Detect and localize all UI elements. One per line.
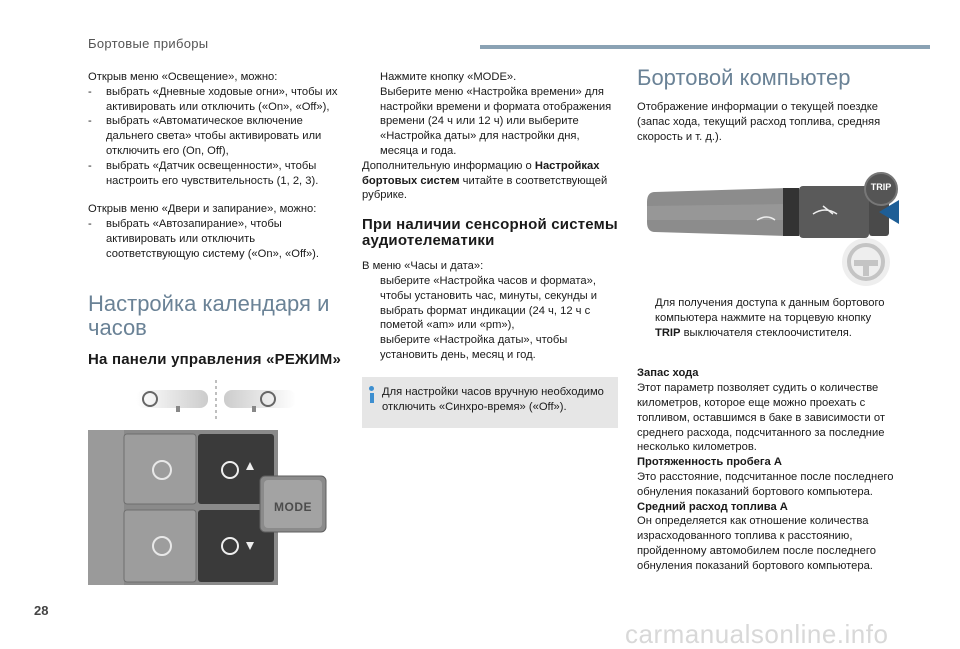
doors-intro: Открыв меню «Двери и запирание», можно: bbox=[88, 203, 317, 216]
trip-step: Для получения доступа к данным бортового компьютера нажмите на торцевую кнопку TRIP выключателя стеклоочистителя. bbox=[655, 297, 885, 339]
steering-wheel-icon bbox=[840, 236, 892, 288]
trip-computer-title: Бортовой компьютер bbox=[637, 65, 851, 90]
section-title-calendar: Настройка календаря и часов bbox=[88, 290, 330, 340]
column-2 bbox=[362, 70, 618, 428]
column-3 bbox=[637, 66, 899, 144]
header-bar bbox=[480, 45, 930, 49]
header-title: Бортовые приборы bbox=[88, 36, 209, 51]
trip-computer-intro: Отображение информации о текущей поездке (запас хода, текущий расход топлива, средняя скорость и т. д.). bbox=[637, 101, 881, 143]
lighting-item-1: - выбрать «Дневные ходовые огни», чтобы их активировать или отключить («On», «Off»), bbox=[88, 85, 338, 113]
info-note-box bbox=[362, 377, 618, 429]
column-1 bbox=[88, 70, 350, 368]
step-select-menu: Выберите меню «Настройка времени» для настройки времени и формата отображения времени (24 ч или 12 ч) или выберите «Настройка даты» для настройки дня, месяца и года. bbox=[380, 85, 612, 157]
steering-wheel-pictograms bbox=[136, 380, 296, 420]
consumption-text: Он определяется как отношение количества израсходованного топлива к расстоянию, пройденному автомобилем после последнего обнуления показаний бортового компьютера. bbox=[637, 515, 876, 572]
lighting-item-3: - выбрать «Датчик освещенности», чтобы настроить его чувствительность (1, 2, 3). bbox=[88, 159, 319, 187]
lighting-item-2: - выбрать «Автоматическое включение дальнего света» чтобы активировать или отключить его (On, Off), bbox=[88, 115, 322, 157]
telematics-title: При наличии сенсорной системы аудиотелематики bbox=[362, 216, 618, 250]
more-info-text: Дополнительную информацию о Настройках бортовых систем читайте в соответствующей рубрике. bbox=[362, 159, 608, 202]
mileage-title: Протяженность пробега A bbox=[637, 456, 782, 469]
column-3-lower bbox=[637, 296, 899, 574]
range-title: Запас хода bbox=[637, 367, 699, 380]
doors-item-1: - выбрать «Автозапирание», чтобы активировать или отключить соответствующую систему («On», «Off»). bbox=[88, 218, 320, 260]
consumption-title: Средний расход топлива A bbox=[637, 500, 788, 513]
telematics-step-1: выберите «Настройка часов и формата», чтобы установить час, минуты, секунды и выбрать формат индикации (24 ч, 12 ч с пометой «am» или «pm»), bbox=[380, 274, 598, 332]
subsection-title-mode: На панели управления «РЕЖИМ» bbox=[88, 350, 341, 368]
mode-button: MODE bbox=[274, 500, 312, 514]
mileage-text: Это расстояние, подсчитанное после последнего обнуления показаний бортового компьютера. bbox=[637, 470, 894, 498]
range-text: Этот параметр позволяет судить о количестве километров, которое еще можно проехать с топливом, оставшимся в баке в зависимости от среднего расхода, подсчитанного за последние несколько километров. bbox=[637, 382, 885, 454]
telematics-intro: В меню «Часы и дата»: bbox=[362, 260, 484, 273]
lighting-intro: Открыв меню «Освещение», можно: bbox=[88, 71, 278, 83]
page-number: 28 bbox=[34, 603, 49, 618]
watermark: carmanualsonline.info bbox=[625, 619, 889, 649]
info-note-text: Для настройки часов вручную необходимо отключить «Синхро-время» («Off»). bbox=[382, 385, 604, 413]
control-panel-illustration bbox=[88, 430, 328, 585]
telematics-step-2: выберите «Настройка даты», чтобы установить день, месяц и год. bbox=[380, 334, 568, 361]
step-press-mode: Нажмите кнопку «MODE». bbox=[380, 71, 517, 83]
info-icon bbox=[369, 386, 374, 403]
trip-button-label: TRIP bbox=[870, 182, 892, 192]
